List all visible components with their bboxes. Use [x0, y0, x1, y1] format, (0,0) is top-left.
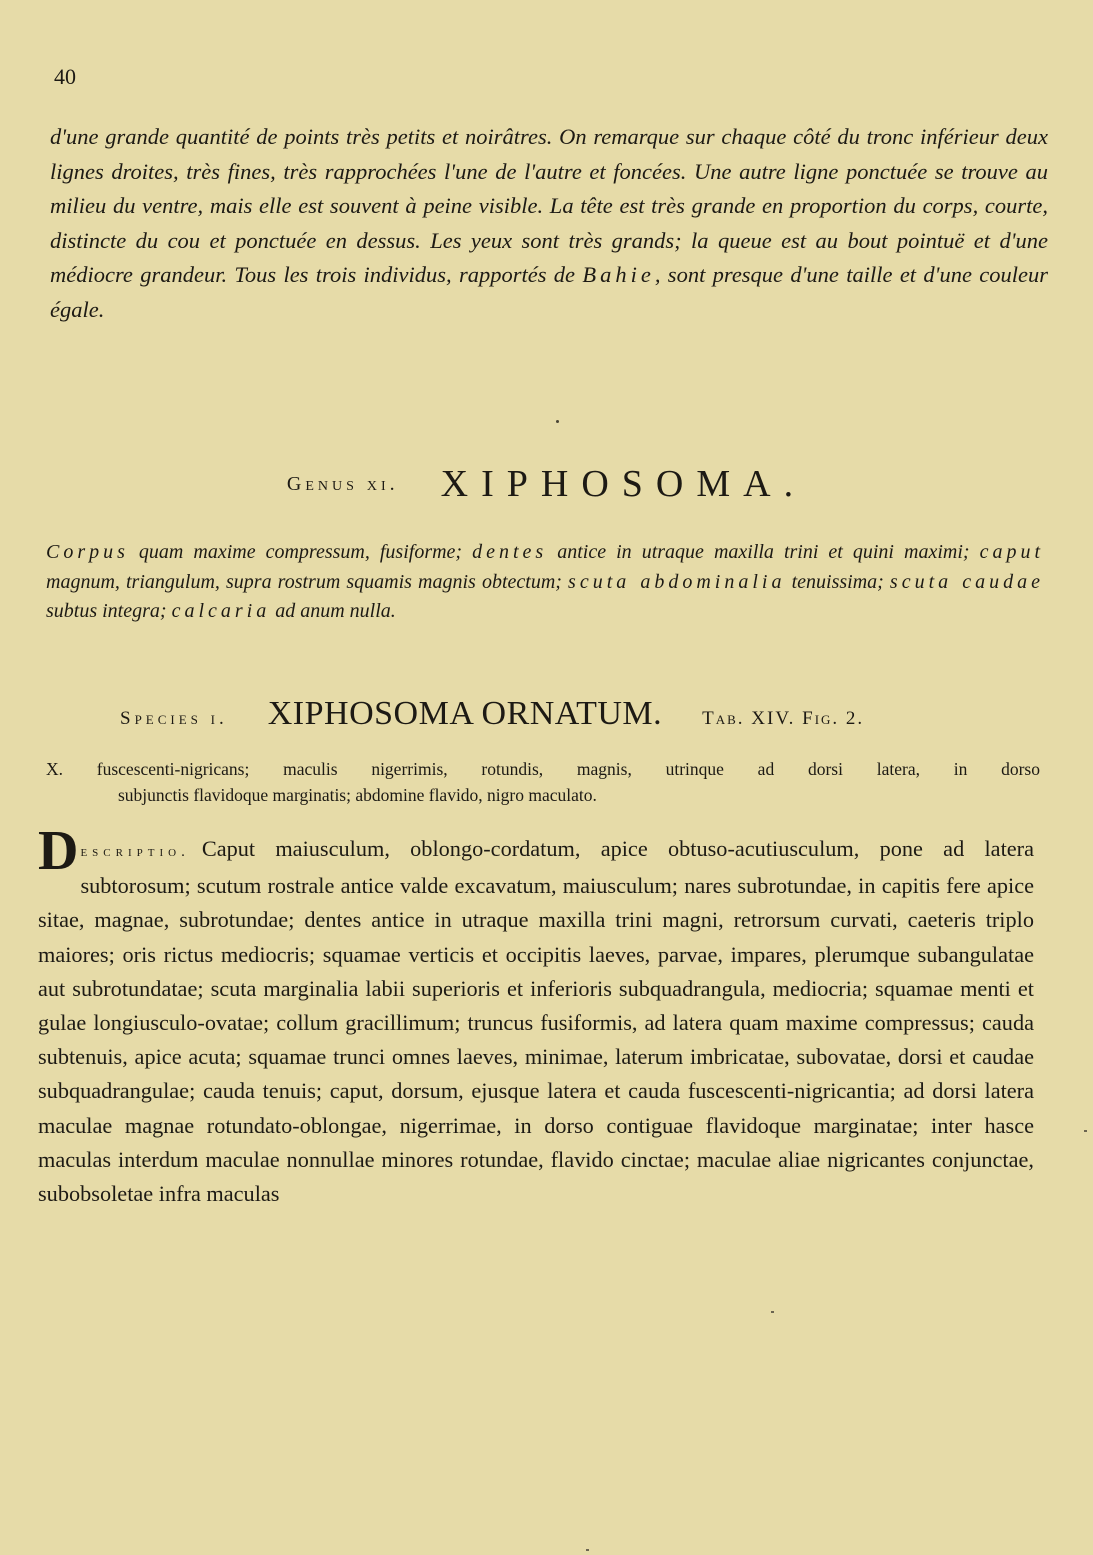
species-heading: [120, 695, 864, 733]
genus-diagnosis: [46, 538, 1044, 627]
species-name: XIPHOSOMA ORNATUM.: [267, 695, 663, 732]
french-text-before: d'une grande quantité de points très petits et noirâtres. On remarque sur chaque côté du tronc inférieur deux lignes droites, très fines, très rapprochées l'une de l'autre et foncées. Une autre ligne ponctuée se trouve au milieu du ventre, mais elle est souvent à peine visible. La tête est très grande en proportion du corps, courte, distincte du cou et ponctuée en dessus. Les yeux sont très grands; la queue est au bout pointuë et d'une médiocre grandeur. Tous les trois individus, rapportés de: [50, 124, 1048, 287]
genus-text: antice in utraque maxilla trini et quini maximi;: [547, 541, 980, 563]
genus-text: tenuissima;: [785, 570, 890, 593]
page-speck: [1084, 1130, 1087, 1132]
genus-text: magnum, triangulum, supra rostrum squamis magnis obtectum;: [46, 570, 569, 593]
page-speck: [771, 1311, 774, 1313]
species-label: Species i.: [120, 708, 228, 729]
genus-term: Corpus: [46, 541, 129, 563]
genus-text: quam maxime compressum, fusiforme;: [128, 541, 473, 563]
species-diagnosis: [46, 756, 1040, 808]
species-description-paragraph: [38, 820, 1034, 1211]
genus-label: Genus xi.: [286, 472, 399, 495]
genus-name: XIPHOSOMA.: [440, 463, 807, 505]
french-description-paragraph: [50, 120, 1048, 327]
french-text-after: , sont presque d'une taille et d'une couleur égale.: [50, 262, 1048, 322]
genus-term: scuta caudae: [889, 570, 1044, 593]
genus-text: subtus integra;: [46, 600, 172, 622]
genus-term: caput: [979, 541, 1045, 563]
description-text: Caput maiusculum, oblongo-cordatum, apice obtuso-acutiusculum, pone ad latera subtorosum; scutum rostrale antice valde excavatum, maiusculum; nares subrotundae, in capitis fere apice sitae, magnae, subrotundae; dentes antice in utraque maxilla trini magni, retrorsum curvati, caeteris triplo maiores; oris rictus mediocris; squamae verticis et occipitis laeves, parvae, impares, plerumque subangulatae aut subrotundatae; scuta marginalia labii superioris et inferioris subquadrangula, mediocria; squamae menti et gulae longiusculo-ovatae; collum gracillimum; truncus fusiformis, ad latera quam maxime compressus; cauda subtenuis, apice acuta; squamae trunci omnes laeves, minimae, laterum imbricatae, subovatae, dorsi et caudae subquadrangulae; cauda tenuis; caput, dorsum, ejusque latera et cauda fuscescenti-nigricantia; ad dorsi latera maculae magnae rotundato-oblongae, nigerrimae, in dorso contiguae flavidoque marginatae; inter hasce maculas interdum maculae nonnullae minores rotundae, flavido cinctae; maculae aliae nigricantes conjunctae, subobsoletae infra maculas: [38, 836, 1034, 1207]
drop-cap: D: [38, 820, 79, 882]
place-name-bahie: Bahie: [582, 262, 655, 287]
genus-term: dentes: [472, 541, 548, 563]
genus-text: ad anum nulla.: [270, 600, 396, 622]
plate-reference: Tab. XIV. Fig. 2.: [702, 708, 865, 729]
description-label: escriptio.: [80, 844, 190, 860]
species-diagnosis-line-2: subjunctis flavidoque marginatis; abdomine flavido, nigro maculato.: [118, 785, 597, 805]
genus-term: calcaria: [171, 600, 271, 622]
genus-heading: [0, 462, 1093, 506]
species-diagnosis-line-1: X. fuscescenti-nigricans; maculis nigerrimis, rotundis, magnis, utrinque ad dorsi latera, in dorso: [46, 759, 1040, 779]
decorative-dot: [556, 420, 559, 423]
genus-term: scuta abdominalia: [568, 570, 786, 593]
page-number: 40: [54, 64, 76, 89]
page-speck: [586, 1549, 589, 1551]
